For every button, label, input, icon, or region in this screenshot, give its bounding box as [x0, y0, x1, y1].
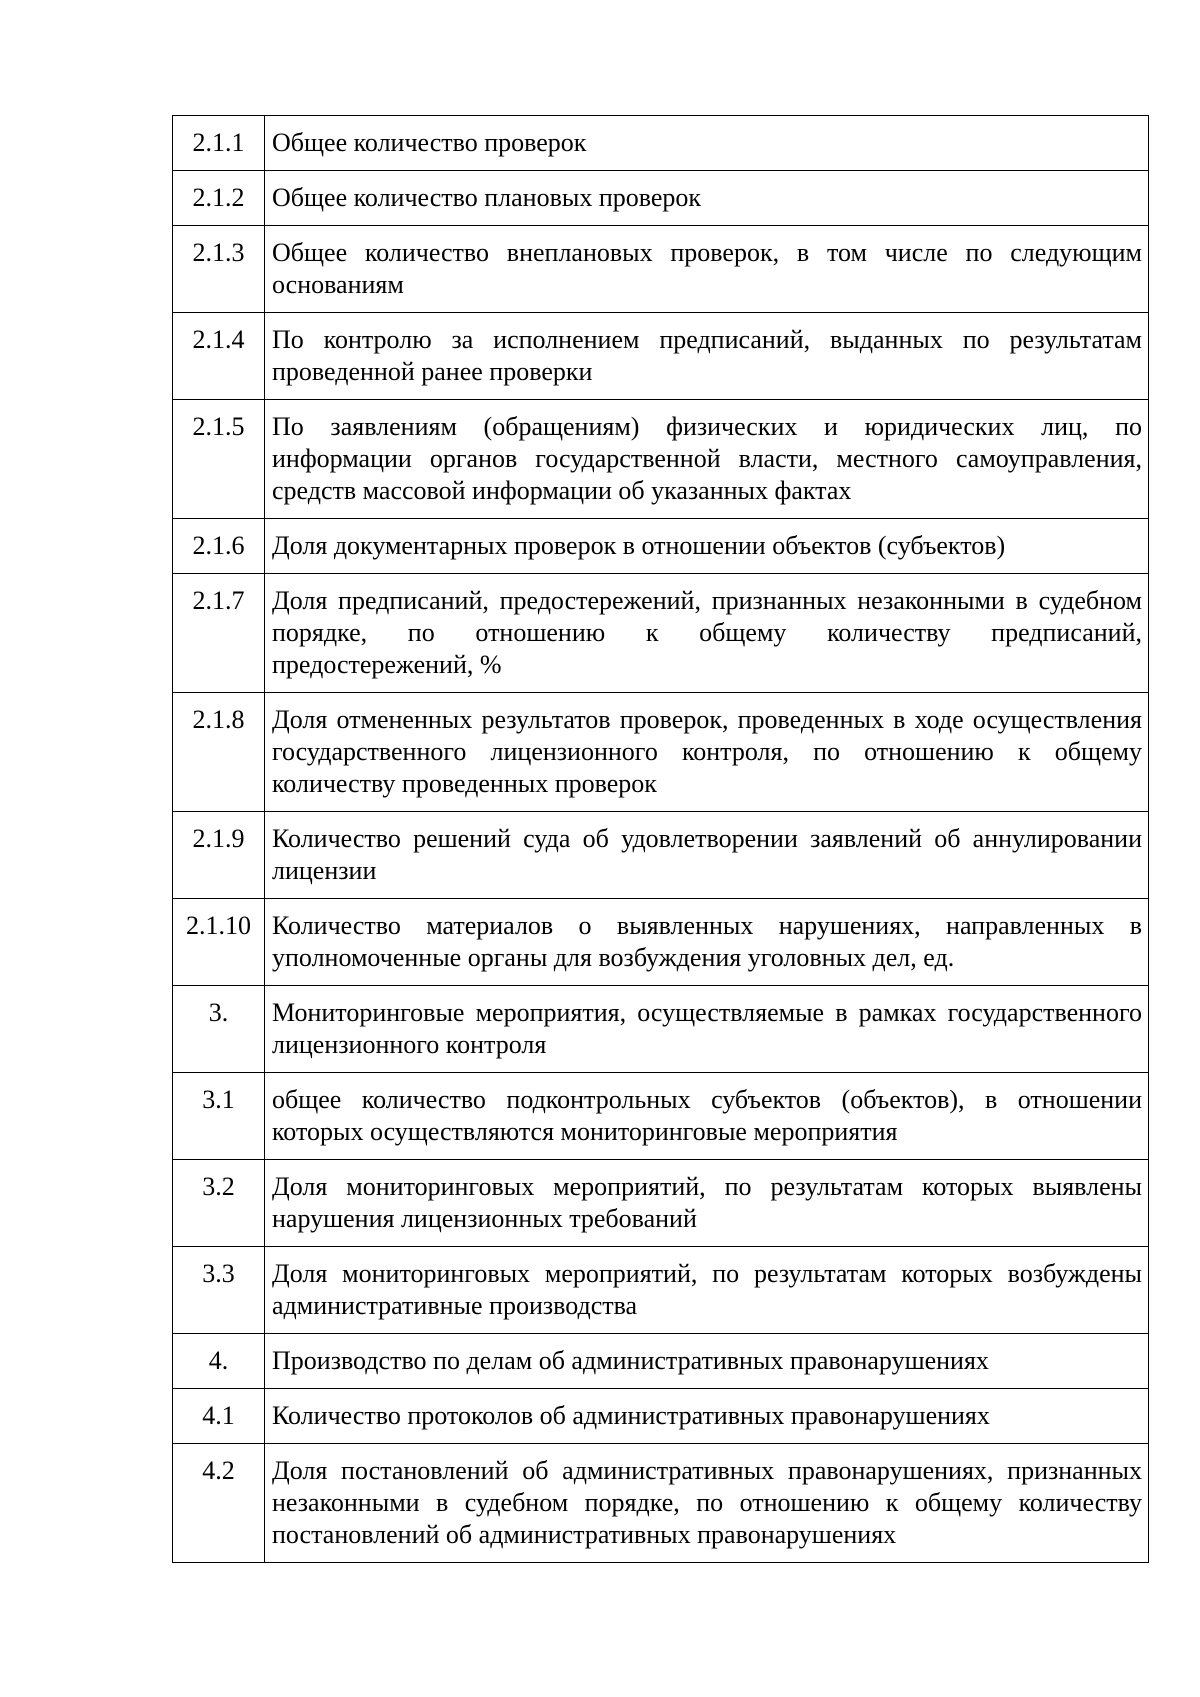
- row-number: 2.1.6: [173, 519, 265, 574]
- row-text: Общее количество внеплановых проверок, в том числе по следующим основаниям: [265, 226, 1149, 313]
- row-number: 4.: [173, 1334, 265, 1389]
- row-number: 3.3: [173, 1247, 265, 1334]
- table-row: [173, 1334, 1149, 1389]
- indicators-table: [172, 115, 1149, 1563]
- row-number: 2.1.7: [173, 574, 265, 693]
- row-number: 2.1.8: [173, 693, 265, 812]
- row-text: По заявлениям (обращениям) физических и юридических лиц, по информации органов государственной власти, местного самоуправления, средств массовой информации об указанных фактах: [265, 400, 1149, 519]
- row-number: 3.1: [173, 1073, 265, 1160]
- table-row: [173, 1073, 1149, 1160]
- row-number: 2.1.4: [173, 313, 265, 400]
- row-text: общее количество подконтрольных субъектов (объектов), в отношении которых осуществляются мониторинговые мероприятия: [265, 1073, 1149, 1160]
- table-row: [173, 693, 1149, 812]
- row-text: Общее количество проверок: [265, 116, 1149, 171]
- row-text: Доля постановлений об административных правонарушениях, признанных незаконными в судебном порядке, по отношению к общему количеству постановлений об административных правонарушениях: [265, 1444, 1149, 1563]
- row-text: Доля мониторинговых мероприятий, по результатам которых выявлены нарушения лицензионных требований: [265, 1160, 1149, 1247]
- row-number: 2.1.10: [173, 899, 265, 986]
- row-text: Доля предписаний, предостережений, признанных незаконными в судебном порядке, по отношению к общему количеству предписаний, предостережений, %: [265, 574, 1149, 693]
- row-number: 3.: [173, 986, 265, 1073]
- row-text: Доля отмененных результатов проверок, проведенных в ходе осуществления государственного лицензионного контроля, по отношению к общему количеству проведенных проверок: [265, 693, 1149, 812]
- row-text: Общее количество плановых проверок: [265, 171, 1149, 226]
- table-row: [173, 812, 1149, 899]
- row-text: Производство по делам об административных правонарушениях: [265, 1334, 1149, 1389]
- row-text: Количество решений суда об удовлетворении заявлений об аннулировании лицензии: [265, 812, 1149, 899]
- table-row: [173, 226, 1149, 313]
- table-row: [173, 899, 1149, 986]
- table-row: [173, 519, 1149, 574]
- table-row: [173, 400, 1149, 519]
- table-row: [173, 1247, 1149, 1334]
- table-row: [173, 116, 1149, 171]
- row-text: Доля документарных проверок в отношении объектов (субъектов): [265, 519, 1149, 574]
- table-row: [173, 171, 1149, 226]
- table-row: [173, 1389, 1149, 1444]
- table-row: [173, 1444, 1149, 1563]
- table-row: [173, 1160, 1149, 1247]
- row-number: 2.1.2: [173, 171, 265, 226]
- row-number: 2.1.9: [173, 812, 265, 899]
- table-row: [173, 313, 1149, 400]
- row-text: Мониторинговые мероприятия, осуществляемые в рамках государственного лицензионного контроля: [265, 986, 1149, 1073]
- table-row: [173, 574, 1149, 693]
- row-number: 4.2: [173, 1444, 265, 1563]
- row-text: По контролю за исполнением предписаний, выданных по результатам проведенной ранее проверки: [265, 313, 1149, 400]
- row-text: Количество материалов о выявленных нарушениях, направленных в уполномоченные органы для возбуждения уголовных дел, ед.: [265, 899, 1149, 986]
- row-number: 3.2: [173, 1160, 265, 1247]
- row-text: Количество протоколов об административных правонарушениях: [265, 1389, 1149, 1444]
- row-number: 2.1.3: [173, 226, 265, 313]
- row-number: 2.1.1: [173, 116, 265, 171]
- table-row: [173, 986, 1149, 1073]
- row-text: Доля мониторинговых мероприятий, по результатам которых возбуждены административные производства: [265, 1247, 1149, 1334]
- row-number: 4.1: [173, 1389, 265, 1444]
- row-number: 2.1.5: [173, 400, 265, 519]
